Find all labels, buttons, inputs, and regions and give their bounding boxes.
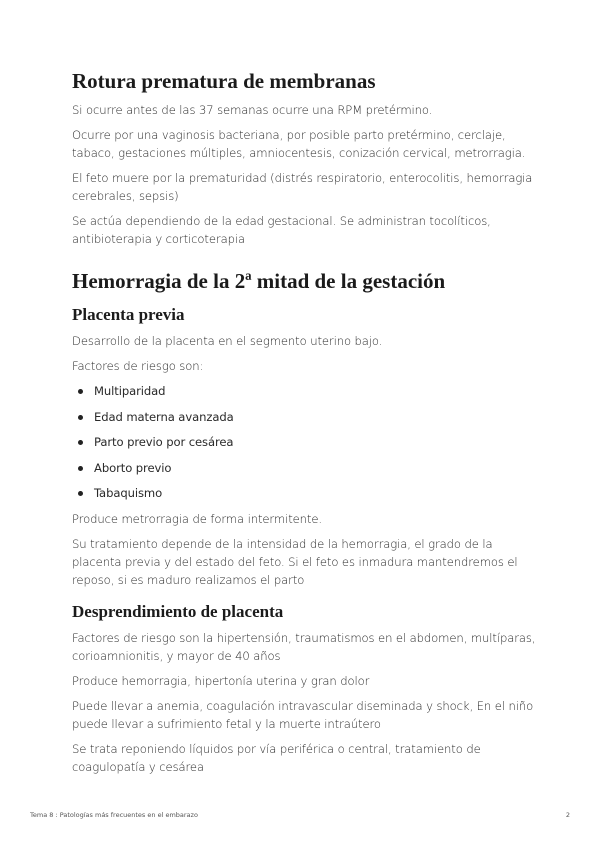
paragraph: Factores de riesgo son la hipertensión, traumatismos en el abdomen, multíparas, corioamnionitis, y mayor de 40 años bbox=[72, 630, 536, 663]
bullet-icon bbox=[78, 491, 83, 496]
list-item-text: Multiparidad bbox=[94, 384, 166, 398]
bullet-icon bbox=[78, 440, 83, 445]
bullet-icon bbox=[78, 466, 83, 471]
paragraph: Produce hemorragia, hipertonía uterina y gran dolor bbox=[72, 673, 370, 688]
page-number: 2 bbox=[565, 811, 570, 819]
paragraph: Se actúa dependiendo de la edad gestacional. Se administran tocolíticos, antibioterapia y corticoterapia bbox=[72, 214, 491, 246]
list-item bbox=[72, 459, 542, 477]
paragraph: Puede llevar a anemia, coagulación intravascular diseminada y shock, En el niño puede llevar a sufrimiento fetal y la muerte intraútero bbox=[72, 698, 534, 731]
list-item-text: Aborto previo bbox=[94, 460, 172, 475]
paragraph: Se trata reponiendo líquidos por vía periférica o central, tratamiento de coagulopatía y cesárea bbox=[72, 741, 481, 774]
footer-text: Tema 8 : Patologías más frecuentes en el embarazo bbox=[30, 811, 198, 819]
page-content bbox=[72, 68, 542, 783]
list-item bbox=[72, 433, 542, 451]
list-item-text: Parto previo por cesárea bbox=[94, 435, 234, 449]
paragraph: Factores de riesgo son: bbox=[72, 359, 204, 373]
subsection-heading-desprendimiento: Desprendimiento de placenta bbox=[72, 601, 284, 621]
paragraph: Su tratamiento depende de la intensidad de la hemorragia, el grado de la placenta previa y del estado del feto. Si el feto es inmadura mantendremos el reposo, si es maduro realizamos el parto bbox=[72, 536, 518, 587]
list-item bbox=[72, 408, 542, 426]
bullet-icon bbox=[78, 389, 83, 394]
paragraph: Si ocurre antes de las 37 semanas ocurre una RPM pretérmino. bbox=[72, 103, 433, 117]
list-item bbox=[72, 382, 542, 400]
paragraph: El feto muere por la prematuridad (distrés respiratorio, enterocolitis, hemorragia cerebrales, sepsis) bbox=[72, 171, 533, 203]
risk-factor-list bbox=[72, 382, 542, 502]
list-item bbox=[72, 484, 542, 502]
paragraph: Produce metrorragia de forma intermitente. bbox=[72, 511, 322, 526]
paragraph: Desarrollo de la placenta en el segmento uterino bajo. bbox=[72, 334, 383, 348]
section-heading-rotura: Rotura prematura de membranas bbox=[72, 69, 376, 93]
list-item-text: Edad materna avanzada bbox=[94, 409, 234, 424]
subsection-heading-placenta-previa: Placenta previa bbox=[72, 305, 185, 324]
bullet-icon bbox=[78, 415, 83, 420]
list-item-text: Tabaquismo bbox=[94, 486, 163, 500]
section-heading-hemorragia: Hemorragia de la 2ª mitad de la gestación bbox=[72, 269, 446, 293]
paragraph: Ocurre por una vaginosis bacteriana, por posible parto pretérmino, cerclaje, tabaco, gestaciones múltiples, amniocentesis, conización cervical, metrorragia. bbox=[72, 128, 526, 160]
